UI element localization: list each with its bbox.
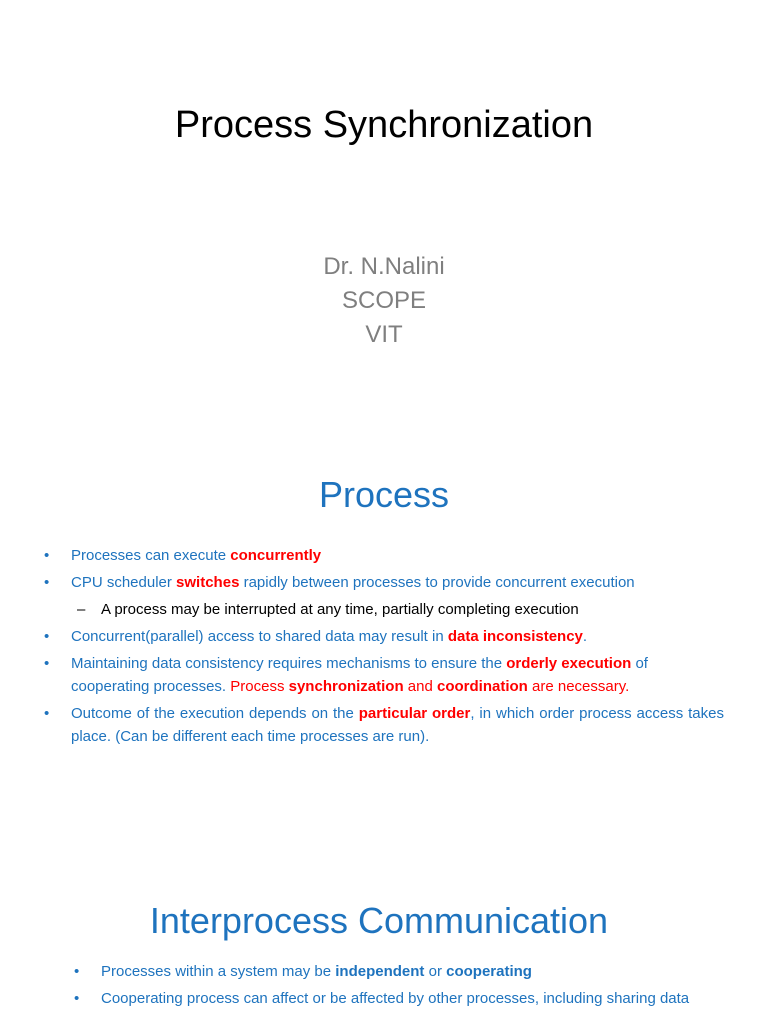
bullet-icon: • bbox=[44, 655, 50, 672]
dash-icon: – bbox=[77, 601, 86, 618]
emphasis-text: coordination bbox=[437, 678, 528, 695]
emphasis-text: switches bbox=[176, 574, 240, 591]
school-name: SCOPE bbox=[341, 287, 427, 314]
slide-1-subtitle bbox=[0, 250, 768, 352]
bullet-text: Outcome of the execution depends on the bbox=[71, 705, 359, 722]
slide-3-title: Interprocess Communication bbox=[149, 900, 609, 941]
sub-bullet-text: A process may be interrupted at any time, partially completing execution bbox=[101, 601, 579, 618]
emphasis-text: particular order bbox=[358, 705, 471, 722]
bullet-text: CPU scheduler bbox=[71, 574, 177, 591]
bullet-item bbox=[44, 625, 724, 648]
bullet-item bbox=[44, 544, 724, 567]
emphasis-text: orderly execution bbox=[506, 655, 632, 672]
bullet-icon: • bbox=[44, 574, 50, 591]
bullet-item bbox=[74, 960, 694, 983]
slide-3-bullet-list bbox=[74, 960, 694, 1014]
bullet-icon: • bbox=[44, 547, 50, 564]
emphasis-text: synchronization bbox=[288, 678, 404, 695]
bullet-text: Cooperating process can affect or be affected by other processes, including sharing data bbox=[101, 990, 690, 1007]
bullet-icon: • bbox=[44, 628, 50, 645]
bullet-text: or bbox=[424, 963, 447, 980]
bullet-item bbox=[44, 652, 724, 698]
bullet-text: , in which order process access takes place. (Can be different each time processes are run). bbox=[71, 705, 724, 745]
bullet-icon: • bbox=[74, 990, 80, 1007]
bullet-text: Maintaining data consistency requires mechanisms to ensure the bbox=[71, 655, 507, 672]
red-text: Process bbox=[230, 678, 289, 695]
bullet-text: of cooperating processes. bbox=[71, 655, 648, 695]
slide-2-title: Process bbox=[318, 474, 450, 515]
bullet-text: . bbox=[582, 628, 588, 645]
red-text: and bbox=[403, 678, 438, 695]
bullet-text: Processes can execute bbox=[71, 547, 231, 564]
bullet-icon: • bbox=[74, 963, 80, 980]
red-text: are necessary. bbox=[527, 678, 630, 695]
bullet-item bbox=[44, 702, 724, 748]
bullet-icon: • bbox=[44, 705, 50, 722]
bullet-text: rapidly between processes to provide concurrent execution bbox=[239, 574, 635, 591]
slide-2-bullet-list bbox=[44, 544, 724, 752]
sub-bullet-item bbox=[44, 598, 724, 621]
bullet-text: Concurrent(parallel) access to shared data may result in bbox=[71, 628, 448, 645]
bullet-text: Processes within a system may be bbox=[101, 963, 336, 980]
slide-1-title: Process Synchronization bbox=[174, 104, 594, 146]
bullet-item bbox=[44, 571, 724, 594]
bullet-item bbox=[74, 987, 694, 1010]
bold-text: cooperating bbox=[446, 963, 532, 980]
bold-text: independent bbox=[335, 963, 425, 980]
institution-name: VIT bbox=[365, 321, 403, 348]
author-name: Dr. N.Nalini bbox=[323, 253, 445, 280]
emphasis-text: data inconsistency bbox=[447, 628, 583, 645]
emphasis-text: concurrently bbox=[230, 547, 322, 564]
